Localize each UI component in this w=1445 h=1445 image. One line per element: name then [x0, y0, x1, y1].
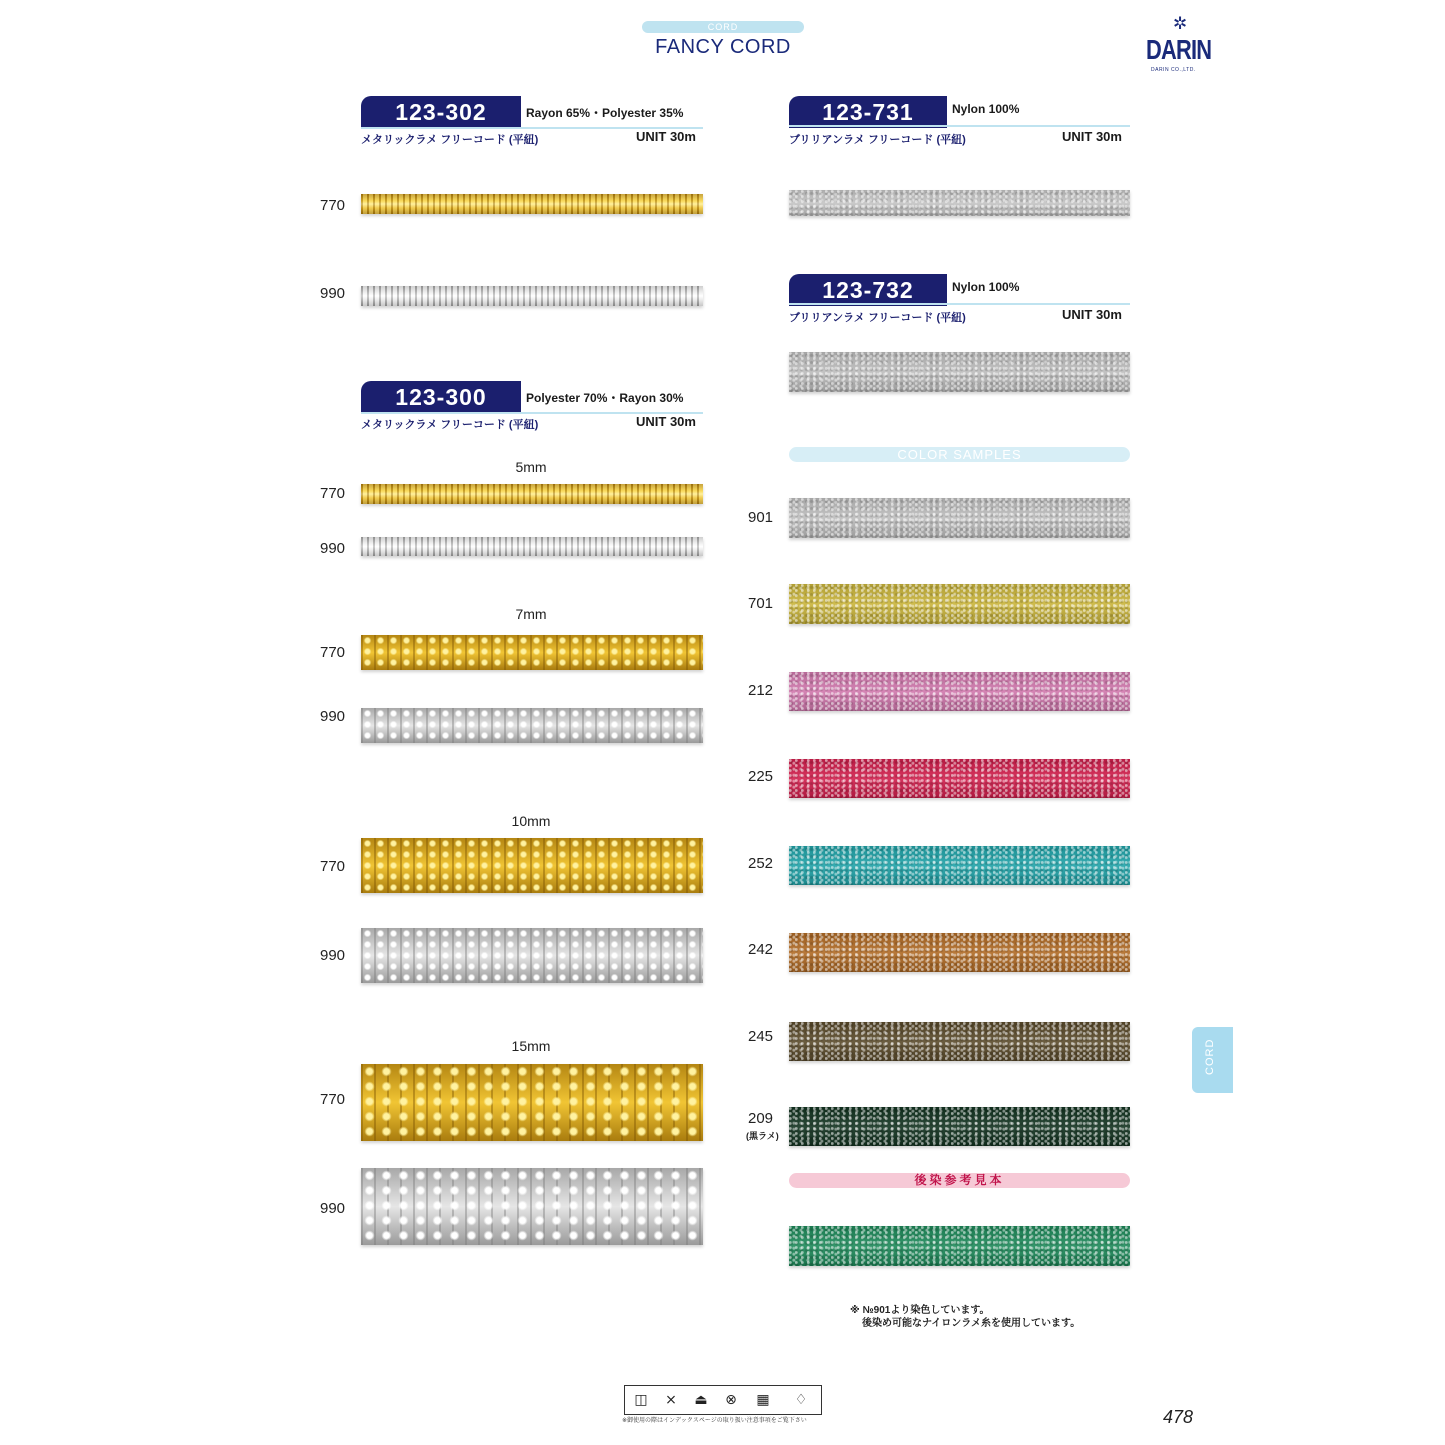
cord-swatch-300-5mm-770 [361, 484, 703, 504]
cord-swatch-300-15mm-990 [361, 1168, 703, 1245]
iron-icon: ⏏ [694, 1391, 708, 1407]
care-note: ※御使用の際はインデックスページの取り扱い注意事項をご覧下さい [622, 1418, 807, 1424]
sample-code: 212 [748, 682, 774, 699]
swatch-code: 990 [320, 1200, 346, 1217]
no-bleach-icon: ⨯ [665, 1391, 677, 1407]
cord-swatch-302-770 [361, 194, 703, 214]
sample-code: 225 [748, 768, 774, 785]
cord-swatch-300-7mm-770 [361, 635, 703, 670]
sample-code: 209 [748, 1110, 774, 1127]
cord-swatch-731 [789, 190, 1130, 216]
side-tab-label: CORD [1204, 1038, 1216, 1075]
reference-sample-swatch [789, 1226, 1130, 1266]
product-name-123-731: ブリリアンラメ フリーコード (平紐) [789, 134, 966, 146]
swatch-code: 990 [320, 540, 346, 557]
product-name-123-300: メタリックラメ フリーコード (平紐) [361, 419, 539, 431]
color-sample-swatch [789, 846, 1130, 885]
sample-sub-label: (黒ラメ) [746, 1131, 779, 1141]
brand-sub: DARIN CO.,LTD. [1151, 67, 1196, 73]
brand-name: DARIN [1146, 34, 1212, 65]
cord-swatch-302-990 [361, 286, 703, 306]
material-123-302: Rayon 65%・Polyester 35% [526, 106, 684, 120]
cord-swatch-300-15mm-770 [361, 1064, 703, 1141]
swatch-code: 990 [320, 708, 346, 725]
unit-123-300: UNIT 30m [636, 414, 696, 429]
page-number: 478 [1163, 1407, 1194, 1427]
unit-123-732: UNIT 30m [1062, 307, 1122, 322]
sample-code: 242 [748, 941, 774, 958]
reference-note-1: ※ №901より染色しています。 [850, 1305, 990, 1316]
hang-dry-icon: ♢ [794, 1391, 808, 1407]
wash-30-icon: ◫ [634, 1391, 648, 1407]
swatch-code: 990 [320, 285, 346, 302]
product-name-123-732: ブリリアンラメ フリーコード (平紐) [789, 312, 966, 324]
material-123-731: Nylon 100% [952, 102, 1020, 116]
sample-code: 245 [748, 1028, 774, 1045]
product-code-123-302: 123-302 [361, 96, 521, 128]
header-rule [789, 125, 1130, 127]
cord-swatch-300-10mm-770 [361, 838, 703, 893]
product-code-123-732: 123-732 [789, 274, 947, 306]
sample-code: 252 [748, 855, 774, 872]
color-sample-swatch [789, 759, 1130, 798]
color-sample-swatch [789, 933, 1130, 972]
size-label: 5mm [515, 459, 547, 475]
size-label: 15mm [511, 1038, 551, 1054]
cord-side-tab [1192, 1027, 1233, 1093]
swatch-code: 770 [320, 1091, 346, 1108]
size-label: 7mm [515, 606, 547, 622]
color-sample-swatch [789, 1022, 1130, 1061]
color-sample-swatch [789, 498, 1130, 538]
swatch-code: 770 [320, 197, 346, 214]
color-sample-swatch [789, 1107, 1130, 1146]
cord-swatch-300-10mm-990 [361, 928, 703, 983]
product-name-123-302: メタリックラメ フリーコード (平紐) [361, 134, 539, 146]
color-sample-swatch [789, 672, 1130, 711]
unit-123-302: UNIT 30m [636, 129, 696, 144]
reference-note-2: 後染め可能なナイロンラメ糸を使用しています。 [862, 1318, 1081, 1329]
product-code-123-731: 123-731 [789, 96, 947, 128]
page-title: FANCY CORD [655, 36, 791, 58]
color-samples-bar: COLOR SAMPLES [789, 447, 1130, 462]
reference-sample-bar: 後染参考見本 [789, 1173, 1130, 1188]
swatch-code: 770 [320, 485, 346, 502]
cord-swatch-300-7mm-990 [361, 708, 703, 743]
cord-swatch-732 [789, 352, 1130, 392]
dry-clean-icon: ⊗ [725, 1391, 737, 1407]
material-123-300: Polyester 70%・Rayon 30% [526, 391, 684, 405]
color-sample-swatch [789, 584, 1130, 624]
category-pill: CORD [642, 21, 804, 33]
cord-swatch-300-5mm-990 [361, 537, 703, 556]
swatch-code: 770 [320, 858, 346, 875]
sample-code: 901 [748, 509, 774, 526]
header-rule [789, 303, 1130, 305]
size-label: 10mm [511, 813, 551, 829]
sun-icon: ✲ [1173, 14, 1188, 33]
no-tumble-icon: ▦ [756, 1391, 770, 1407]
unit-123-731: UNIT 30m [1062, 129, 1122, 144]
sample-code: 701 [748, 595, 774, 612]
swatch-code: 990 [320, 947, 346, 964]
swatch-code: 770 [320, 644, 346, 661]
material-123-732: Nylon 100% [952, 280, 1020, 294]
product-code-123-300: 123-300 [361, 381, 521, 413]
